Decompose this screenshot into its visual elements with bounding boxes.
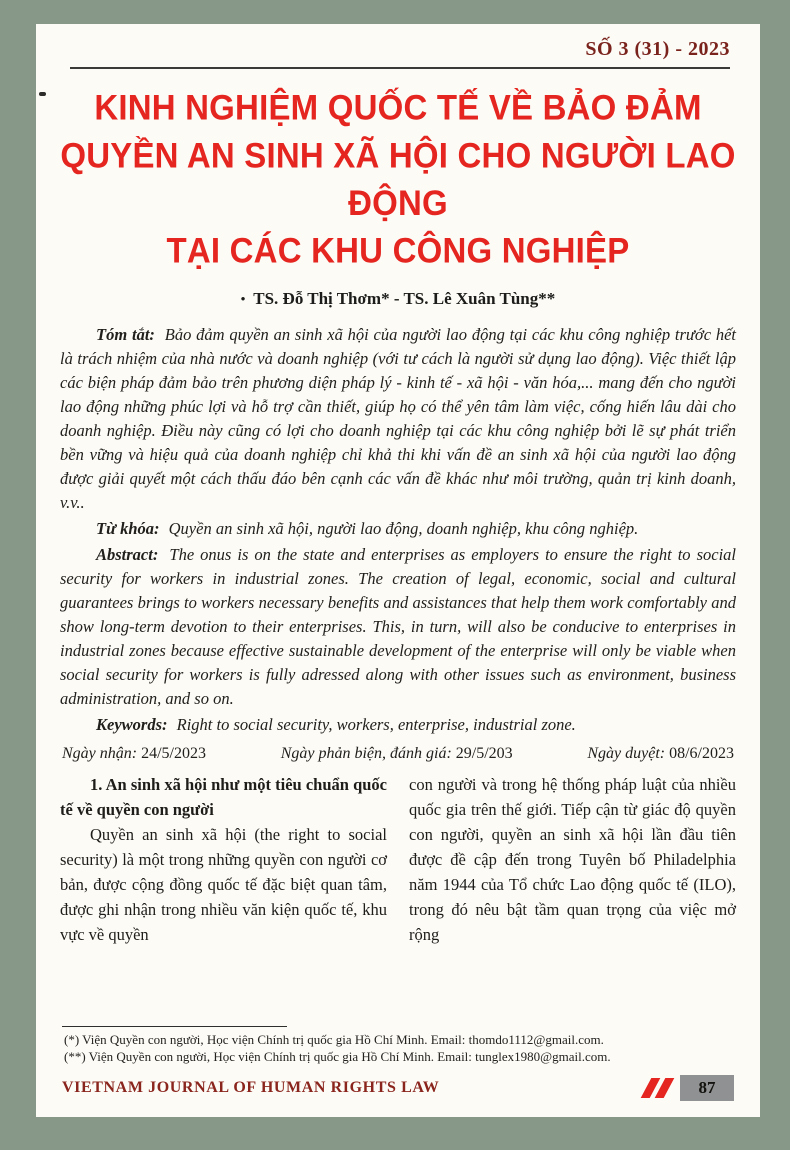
abstract-en-text: The onus is on the state and enterprises as employers to ensure the right to social security for workers in industrial zones. The creation of legal, economic, social and cultural guarantees brings to workers necessary benefits and assistances that help them work comfortably and show long-term devotion to their enterprises. This, in turn, will also be conducive to enterprises in industrial zones because effective sustainable development of the enterprise will only be viable when social security for workers is fully adressed along with other issues such as environment, business administration, and so on. <box>60 545 737 708</box>
article-title <box>60 84 736 275</box>
title-line-1: KINH NGHIỆM QUỐC TẾ VỀ BẢO ĐẢM <box>94 87 702 128</box>
keywords-en-text: Right to social security, workers, enterprise, industrial zone. <box>176 715 576 734</box>
dates-row <box>62 742 734 766</box>
abstract-vietnamese <box>60 323 736 515</box>
left-column-paragraph: Quyền an sinh xã hội (the right to social security) là một trong những quyền con người cơ bản, được cộng đồng quốc tế đặc biệt quan tâm, được ghi nhận trong nhiều văn kiện quốc tế, khu vực về quyền <box>60 825 387 944</box>
section-heading: 1. An sinh xã hội như một tiêu chuẩn quốc tế về quyền con người <box>60 775 387 819</box>
header-divider <box>70 67 730 69</box>
keywords-english <box>60 713 736 737</box>
abstract-english <box>60 543 736 711</box>
author-names: TS. Đỗ Thị Thơm* - TS. Lê Xuân Tùng** <box>253 289 556 308</box>
authors-line <box>60 289 736 309</box>
issue-label: SỐ 3 (31) - 2023 <box>585 38 730 60</box>
title-line-3: TẠI CÁC KHU CÔNG NGHIỆP <box>166 230 630 271</box>
page-sheet <box>36 24 760 1117</box>
abstract-vi-text: Bảo đảm quyền an sinh xã hội của người lao động tại các khu công nghiệp trước hết là trách nhiệm của nhà nước và doanh nghiệp (với tư cách là người sử dụng lao động). Việc thiết lập các biện pháp đảm bảo trên phương diện pháp lý - kinh tế - xã hội - văn hóa,... mang đến cho người lao động những phúc lợi và hỗ trợ cần thiết, giúp họ có thể yên tâm làm việc, cống hiến lâu dài cho doanh nghiệp. Điều này cũng có lợi cho doanh nghiệp tại các khu công nghiệp bởi lẽ sự phát triển bền vững và hiệu quả của doanh nghiệp chỉ khả thi khi vấn đề an sinh xã hội của người lao động được giải quyết một cách thấu đáo bên cạnh các vấn đề khác như môi trường, quản trị kinh doanh, v.v.. <box>60 325 737 512</box>
keywords-vietnamese <box>60 517 736 541</box>
date-approved: Ngày duyệt: 08/6/2023 <box>587 745 734 762</box>
left-column <box>60 772 387 1018</box>
keywords-en-label: Keywords: <box>96 715 168 734</box>
journal-name: VIETNAM JOURNAL OF HUMAN RIGHTS LAW <box>62 1079 440 1096</box>
abstract-en-label: Abstract: <box>96 545 159 564</box>
footnote-2: (**) Viện Quyền con người, Học viện Chính trị quốc gia Hồ Chí Minh. Email: tunglex1980@gmail.com. <box>64 1049 611 1064</box>
keywords-vi-text: Quyền an sinh xã hội, người lao động, doanh nghiệp, khu công nghiệp. <box>168 519 639 538</box>
date-received: Ngày nhận: 24/5/2023 <box>62 745 206 762</box>
date-reviewed: Ngày phản biện, đánh giá: 29/5/203 <box>280 745 513 762</box>
right-column <box>409 772 736 1018</box>
footnote-1: (*) Viện Quyền con người, Học viện Chính trị quốc gia Hồ Chí Minh. Email: thomdo1112@gmail.com. <box>64 1032 604 1047</box>
page-number: 87 <box>680 1075 734 1101</box>
right-column-paragraph: con người và trong hệ thống pháp luật của nhiều quốc gia trên thế giới. Tiếp cận từ giác độ quyền con người, quyền an sinh xã hội lần đầu tiên được đề cập đến trong Tuyên bố Philadelphia năm 1944 của Tổ chức Lao động quốc tế (ILO), trong đó nêu bật tầm quan trọng của việc mở rộng <box>409 775 736 944</box>
abstract-vi-label: Tóm tắt: <box>96 325 155 344</box>
scan-artifact <box>39 92 46 96</box>
page-footer <box>60 1075 736 1101</box>
author-bullet: • <box>240 291 246 306</box>
footnote-divider <box>62 1026 287 1027</box>
page-number-group <box>646 1075 734 1101</box>
keywords-vi-label: Từ khóa: <box>96 519 160 538</box>
body-columns <box>60 772 736 1018</box>
footnotes <box>60 1024 736 1065</box>
title-line-2: QUYỀN AN SINH XÃ HỘI CHO NGƯỜI LAO ĐỘNG <box>60 135 736 223</box>
